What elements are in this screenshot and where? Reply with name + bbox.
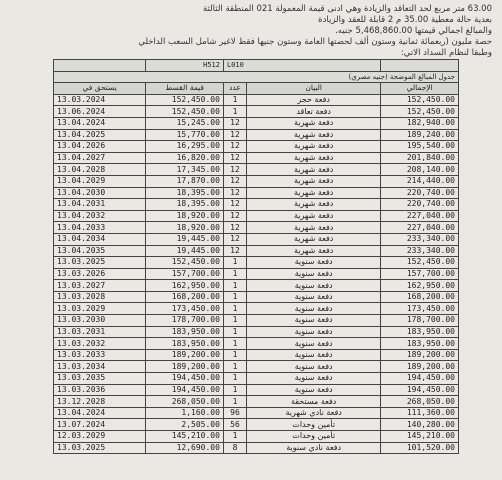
cell-installment: 1,160.00 <box>146 407 224 419</box>
cell-installment: 2,505.00 <box>146 419 224 431</box>
cell-installment: 178,700.00 <box>146 315 224 327</box>
table-row <box>54 129 459 141</box>
cell-date: 13.04.2027 <box>54 152 146 164</box>
header-count: عدد <box>223 83 246 95</box>
cell-total: 189,200.00 <box>381 361 459 373</box>
cell-date: 13.03.2025 <box>54 442 146 454</box>
cell-count: 12 <box>223 164 246 176</box>
cell-count: 1 <box>223 431 246 443</box>
cell-count: 1 <box>223 315 246 327</box>
cell-installment: 268,050.00 <box>146 396 224 408</box>
cell-installment: 194,450.00 <box>146 384 224 396</box>
table-row <box>54 396 459 408</box>
cell-description: دفعة سنوية <box>247 280 381 292</box>
header-date: يستحق في <box>54 83 146 95</box>
cell-date: 13.03.2032 <box>54 338 146 350</box>
cell-description: دفعة مستحقة <box>247 396 381 408</box>
cell-date: 13.04.2029 <box>54 175 146 187</box>
table-row <box>54 431 459 443</box>
cell-date: 13.03.2026 <box>54 268 146 280</box>
cell-total: 194,450.00 <box>381 384 459 396</box>
table-title-row <box>54 71 459 83</box>
header-installment: قيمة القسط <box>146 83 224 95</box>
cell-date: 12.03.2029 <box>54 431 146 443</box>
cell-total: 178,700.00 <box>381 315 459 327</box>
cell-total: 111,360.00 <box>381 407 459 419</box>
cell-installment: 18,920.00 <box>146 222 224 234</box>
cell-date: 13.03.2031 <box>54 326 146 338</box>
cell-description: دفعة شهرية <box>247 175 381 187</box>
cell-count: 12 <box>223 222 246 234</box>
cell-count: 8 <box>223 442 246 454</box>
cell-count: 1 <box>223 291 246 303</box>
cell-date: 13.06.2024 <box>54 106 146 118</box>
cell-description: دفعة نادي سنوية <box>247 442 381 454</box>
cell-total: 208,140.00 <box>381 164 459 176</box>
cell-count: 1 <box>223 106 246 118</box>
cell-description: دفعة سنوية <box>247 373 381 385</box>
cell-count: 1 <box>223 257 246 269</box>
cell-date: 13.03.2030 <box>54 315 146 327</box>
cell-installment: 168,200.00 <box>146 291 224 303</box>
header-line-2: بعدية حالة معطية 35.00 م 2 قابلة للعقد والزيادة <box>318 15 492 25</box>
cell-count: 1 <box>223 338 246 350</box>
cell-total: 233,340.00 <box>381 245 459 257</box>
cell-description: دفعة سنوية <box>247 338 381 350</box>
cell-date: 13.03.2027 <box>54 280 146 292</box>
cell-count: 12 <box>223 129 246 141</box>
header-description: البيان <box>247 83 381 95</box>
cell-date: 13.03.2029 <box>54 303 146 315</box>
cell-total: 233,340.00 <box>381 233 459 245</box>
cell-date: 13.03.2025 <box>54 257 146 269</box>
cell-description: دفعة نادي شهرية <box>247 407 381 419</box>
cell-installment: 19,445.00 <box>146 233 224 245</box>
table-row <box>54 164 459 176</box>
table-row <box>54 326 459 338</box>
table-title: جدول المبالغ الموضحة (جنيه مصري) <box>54 71 459 83</box>
cell-total: 189,200.00 <box>381 349 459 361</box>
cell-total: 183,950.00 <box>381 326 459 338</box>
cell-installment: 183,950.00 <box>146 338 224 350</box>
cell-installment: 16,295.00 <box>146 141 224 153</box>
cell-description: دفعة شهرية <box>247 152 381 164</box>
cell-description: دفعة سنوية <box>247 268 381 280</box>
cell-total: 140,280.00 <box>381 419 459 431</box>
cell-description: دفعة شهرية <box>247 129 381 141</box>
cell-date: 13.12.2028 <box>54 396 146 408</box>
cell-count: 12 <box>223 152 246 164</box>
cell-description: دفعة شهرية <box>247 245 381 257</box>
table-row <box>54 268 459 280</box>
table-code-left-blank <box>54 60 146 72</box>
cell-description: دفعة سنوية <box>247 257 381 269</box>
header-line-3: والمبالغ اجمالي قيمتها 5,468,860.00 جنيه. <box>335 26 492 36</box>
table-row <box>54 175 459 187</box>
cell-description: دفعة شهرية <box>247 233 381 245</box>
cell-count: 1 <box>223 373 246 385</box>
cell-description: تأمين وحدات <box>247 419 381 431</box>
table-row <box>54 245 459 257</box>
cell-date: 13.04.2030 <box>54 187 146 199</box>
contract-header-text <box>0 0 502 62</box>
table-row <box>54 338 459 350</box>
cell-date: 13.03.2024 <box>54 94 146 106</box>
cell-installment: 183,950.00 <box>146 326 224 338</box>
header-line-1: 63.00 متر مربع لحد التعاقد والزيادة وهي ادنى قيمة المعمولة 021 المنطقة الثالثة <box>202 4 492 14</box>
table-header-row <box>54 83 459 95</box>
cell-total: 168,200.00 <box>381 291 459 303</box>
cell-date: 13.04.2031 <box>54 199 146 211</box>
table-row <box>54 349 459 361</box>
cell-count: 12 <box>223 141 246 153</box>
cell-count: 12 <box>223 210 246 222</box>
cell-description: دفعة تعاقد <box>247 106 381 118</box>
cell-count: 1 <box>223 361 246 373</box>
cell-installment: 162,950.00 <box>146 280 224 292</box>
cell-total: 152,450.00 <box>381 257 459 269</box>
cell-description: دفعة سنوية <box>247 384 381 396</box>
table-row <box>54 442 459 454</box>
cell-installment: 189,200.00 <box>146 349 224 361</box>
table-row <box>54 222 459 234</box>
cell-total: 268,050.00 <box>381 396 459 408</box>
header-line-5: وطبقا لنظام السداد الاتي: <box>400 48 492 58</box>
cell-date: 13.04.2026 <box>54 141 146 153</box>
cell-count: 96 <box>223 407 246 419</box>
table-row <box>54 373 459 385</box>
cell-total: 173,450.00 <box>381 303 459 315</box>
cell-total: 227,040.00 <box>381 222 459 234</box>
cell-count: 12 <box>223 233 246 245</box>
cell-total: 183,950.00 <box>381 338 459 350</box>
cell-date: 13.03.2034 <box>54 361 146 373</box>
cell-description: دفعة شهرية <box>247 141 381 153</box>
table-row <box>54 280 459 292</box>
cell-total: 227,040.00 <box>381 210 459 222</box>
cell-date: 13.04.2033 <box>54 222 146 234</box>
table-row <box>54 141 459 153</box>
table-code-left: H512 <box>146 60 224 72</box>
payment-schedule-table <box>53 59 459 454</box>
cell-installment: 18,920.00 <box>146 210 224 222</box>
cell-count: 12 <box>223 117 246 129</box>
cell-total: 195,540.00 <box>381 141 459 153</box>
cell-count: 12 <box>223 245 246 257</box>
table-row <box>54 361 459 373</box>
cell-installment: 189,200.00 <box>146 361 224 373</box>
cell-description: دفعة شهرية <box>247 210 381 222</box>
cell-date: 13.03.2036 <box>54 384 146 396</box>
cell-count: 12 <box>223 187 246 199</box>
cell-total: 157,700.00 <box>381 268 459 280</box>
cell-installment: 173,450.00 <box>146 303 224 315</box>
cell-count: 1 <box>223 384 246 396</box>
cell-installment: 15,245.00 <box>146 117 224 129</box>
cell-total: 189,240.00 <box>381 129 459 141</box>
cell-date: 13.04.2028 <box>54 164 146 176</box>
cell-installment: 17,345.00 <box>146 164 224 176</box>
cell-installment: 152,450.00 <box>146 257 224 269</box>
cell-installment: 18,395.00 <box>146 187 224 199</box>
cell-date: 13.03.2035 <box>54 373 146 385</box>
cell-count: 1 <box>223 303 246 315</box>
table-row <box>54 407 459 419</box>
cell-installment: 145,210.00 <box>146 431 224 443</box>
cell-installment: 15,770.00 <box>146 129 224 141</box>
cell-date: 13.04.2032 <box>54 210 146 222</box>
cell-count: 1 <box>223 349 246 361</box>
cell-total: 162,950.00 <box>381 280 459 292</box>
cell-total: 220,740.00 <box>381 187 459 199</box>
cell-total: 220,740.00 <box>381 199 459 211</box>
table-row <box>54 106 459 118</box>
table-code-row <box>54 60 459 72</box>
cell-description: دفعة شهرية <box>247 222 381 234</box>
cell-installment: 19,445.00 <box>146 245 224 257</box>
table-code-right: L010 <box>223 60 380 72</box>
cell-description: دفعة سنوية <box>247 303 381 315</box>
cell-count: 1 <box>223 396 246 408</box>
cell-total: 152,450.00 <box>381 94 459 106</box>
cell-description: دفعة سنوية <box>247 315 381 327</box>
table-row <box>54 187 459 199</box>
cell-installment: 152,450.00 <box>146 106 224 118</box>
cell-description: دفعة سنوية <box>247 361 381 373</box>
cell-total: 145,210.00 <box>381 431 459 443</box>
table-code-right-blank <box>381 60 459 72</box>
cell-total: 152,450.00 <box>381 106 459 118</box>
table-row <box>54 303 459 315</box>
cell-description: دفعة شهرية <box>247 199 381 211</box>
cell-installment: 17,870.00 <box>146 175 224 187</box>
cell-count: 1 <box>223 268 246 280</box>
table-row <box>54 419 459 431</box>
cell-date: 13.04.2025 <box>54 129 146 141</box>
cell-installment: 12,690.00 <box>146 442 224 454</box>
table-row <box>54 152 459 164</box>
cell-description: دفعة شهرية <box>247 117 381 129</box>
table-row <box>54 257 459 269</box>
cell-installment: 194,450.00 <box>146 373 224 385</box>
cell-installment: 157,700.00 <box>146 268 224 280</box>
cell-date: 13.04.2024 <box>54 117 146 129</box>
table-row <box>54 233 459 245</box>
table-row <box>54 117 459 129</box>
cell-date: 13.04.2024 <box>54 407 146 419</box>
table-row <box>54 210 459 222</box>
cell-date: 13.03.2028 <box>54 291 146 303</box>
cell-date: 13.04.2035 <box>54 245 146 257</box>
cell-count: 1 <box>223 94 246 106</box>
cell-total: 182,940.00 <box>381 117 459 129</box>
header-line-4: حصة مليون (ربعمائة ثمانية وستون ألف لحصتها العامة وستون جنيها فقط لاغير شامل السعب الداخلي <box>138 37 492 47</box>
cell-description: دفعة شهرية <box>247 187 381 199</box>
cell-description: دفعة سنوية <box>247 349 381 361</box>
table-row <box>54 291 459 303</box>
cell-description: دفعة شهرية <box>247 164 381 176</box>
cell-date: 13.03.2033 <box>54 349 146 361</box>
cell-count: 12 <box>223 199 246 211</box>
cell-description: تأمين وحدات <box>247 431 381 443</box>
header-total: الإجمالي <box>381 83 459 95</box>
cell-count: 12 <box>223 175 246 187</box>
table-row <box>54 315 459 327</box>
cell-count: 1 <box>223 280 246 292</box>
cell-description: دفعة سنوية <box>247 291 381 303</box>
table-row <box>54 384 459 396</box>
table-row <box>54 94 459 106</box>
cell-total: 201,840.00 <box>381 152 459 164</box>
cell-installment: 152,450.00 <box>146 94 224 106</box>
cell-count: 56 <box>223 419 246 431</box>
cell-total: 214,440.00 <box>381 175 459 187</box>
cell-description: دفعة حجز <box>247 94 381 106</box>
cell-count: 1 <box>223 326 246 338</box>
table-row <box>54 199 459 211</box>
cell-date: 13.07.2024 <box>54 419 146 431</box>
cell-installment: 16,820.00 <box>146 152 224 164</box>
cell-date: 13.04.2034 <box>54 233 146 245</box>
cell-installment: 18,395.00 <box>146 199 224 211</box>
cell-description: دفعة سنوية <box>247 326 381 338</box>
cell-total: 101,520.00 <box>381 442 459 454</box>
cell-total: 194,450.00 <box>381 373 459 385</box>
